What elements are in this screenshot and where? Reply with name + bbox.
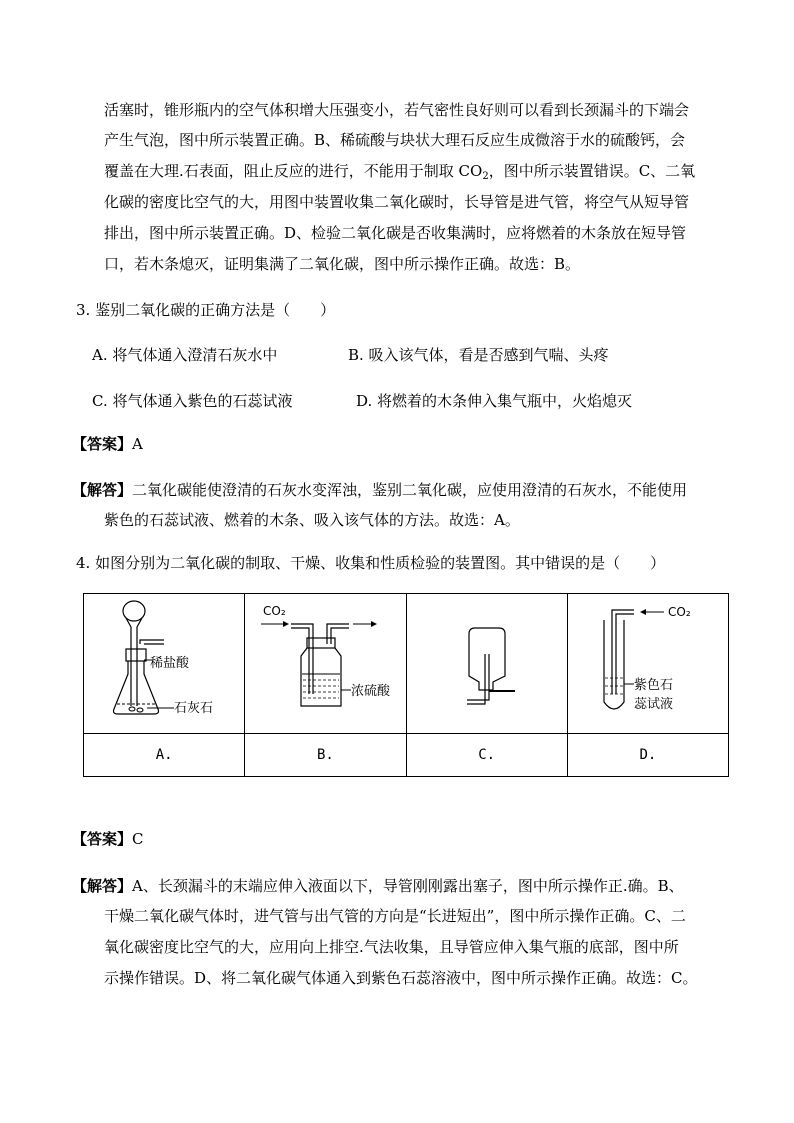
analysis-line: 化碳的密度比空气的大，用图中装置收集二氧化碳时，长导管是进气管，将空气从短导管 [104,193,690,211]
analysis-line: 口，若木条熄灭，证明集满了二氧化碳，图中所示操作正确。故选：B。 [104,255,581,273]
analysis-tag: 【解答】 [72,481,133,499]
analysis-line [104,159,695,183]
apparatus-d-drawing [568,594,728,733]
subscript: 2 [482,171,489,182]
text-span: 覆盖在大理.石表面，阻止反应的进行，不能用于制取 CO [104,162,483,180]
apparatus-c-drawing [407,594,567,733]
answer-tag: 【答案】 [72,435,133,453]
label-litmus-2: 蕊试液 [633,697,673,712]
analysis-text: A、长颈漏斗的末端应伸入液面以下，导管刚刚露出塞子，图中所示操作正.确。B、 [132,877,684,895]
analysis-line: 活塞时，锥形瓶内的空气体积增大压强变小，若气密性良好则可以看到长颈漏斗的下端会 [104,101,690,119]
co2-label-b: CO₂ [263,604,286,618]
apparatus-label-d: D. [567,734,728,777]
question-3-analysis [72,478,687,502]
label-dilute-hcl: 稀盐酸 [150,656,190,671]
analysis-line: 产生气泡，图中所示装置正确。B、稀硫酸与块状大理石反应生成微溶于水的硫酸钙，会 [104,131,686,149]
label-limestone: 石灰石 [174,701,214,716]
apparatus-label-c: C. [406,734,567,777]
analysis-line: 示操作错误。D、将二氧化碳气体通入到紫色石蕊溶液中，图中所示操作正确。故选：C。 [104,969,698,987]
analysis-line: 排出，图中所示装置正确。D、检验二氧化碳是否收集满时，应将燃着的木条放在短导管 [104,224,687,242]
question-4-analysis [72,874,684,898]
apparatus-c [406,594,567,734]
answer-tag: 【答案】 [72,830,133,848]
question-3-option-c: C. 将气体通入紫色的石蕊试液 [92,392,293,410]
label-litmus-1: 紫色石 [633,678,673,693]
apparatus-a-drawing [84,594,244,733]
apparatus-a [84,594,245,734]
analysis-line: 干燥二氧化碳气体时，进气管与出气管的方向是“长进短出”，图中所示操作正确。C、二 [104,907,686,925]
analysis-line: 紫色的石蕊试液、燃着的木条、吸入该气体的方法。故选：A。 [104,511,520,529]
apparatus-figure-table [83,593,729,776]
apparatus-label-b: B. [245,734,406,777]
apparatus-d [567,594,728,734]
analysis-tag: 【解答】 [72,877,133,895]
apparatus-b-drawing [245,594,405,733]
question-3-option-b: B. 吸入该气体，看是否感到气喘、头疼 [348,346,609,364]
question-4-answer [72,827,144,851]
question-3-option-a: A. 将气体通入澄清石灰水中 [92,346,278,364]
answer-value: C [132,830,144,848]
answer-value: A [132,435,143,453]
co2-label-d: CO₂ [667,605,691,619]
label-conc-sulfuric-acid: 浓硫酸 [351,684,391,699]
question-3-answer [72,432,143,456]
apparatus-b [245,594,406,734]
question-3-stem: 3. 鉴别二氧化碳的正确方法是（ ） [76,301,336,319]
analysis-line: 氧化碳密度比空气的大，应用向上排空.气法收集，且导管应伸入集气瓶的底部，图中所 [104,938,679,956]
analysis-text: 二氧化碳能使澄清的石灰水变浑浊，鉴别二氧化碳，应使用澄清的石灰水，不能使用 [132,481,688,499]
apparatus-label-a: A. [84,734,245,777]
question-4-stem: 4. 如图分别为二氧化碳的制取、干燥、收集和性质检验的装置图。其中错误的是（ ） [76,554,666,572]
question-3-option-d: D. 将燃着的木条伸入集气瓶中，火焰熄灭 [356,392,633,410]
text-span: ，图中所示装置错误。C、二氧 [488,162,696,180]
